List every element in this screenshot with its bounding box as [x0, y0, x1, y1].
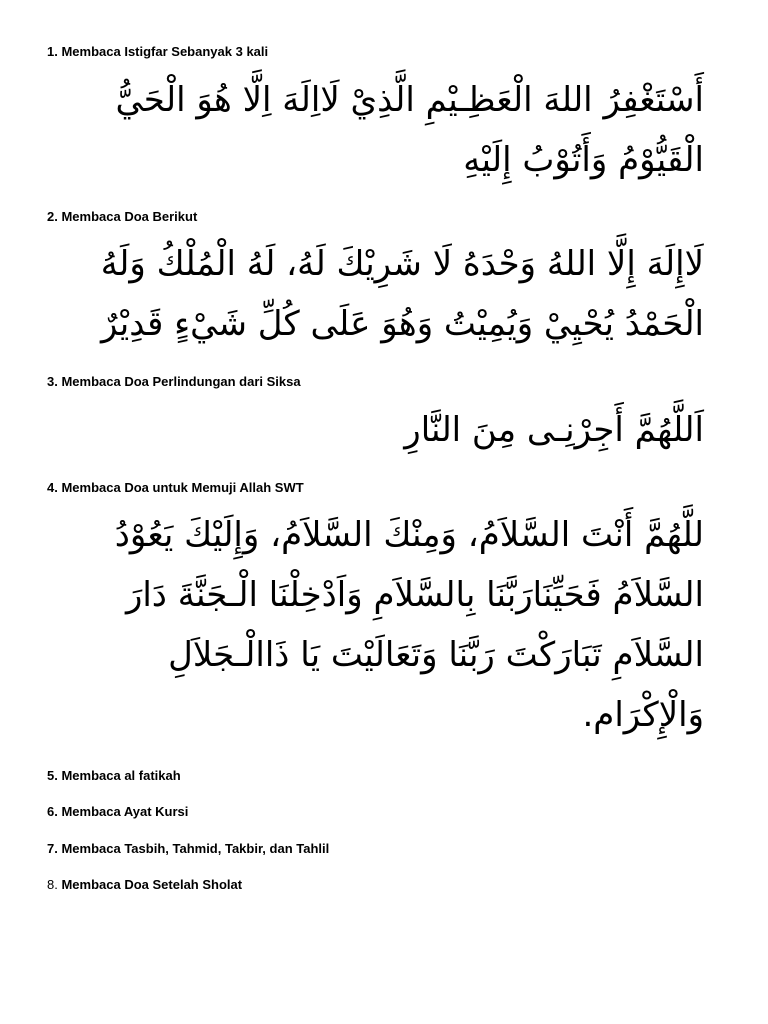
arabic-line: الْقَيُّوْمُ وَأَتُوْبُ إِلَيْهِ — [463, 140, 704, 180]
item-8-number: 8. — [47, 877, 58, 892]
item-1-title: Membaca Istigfar Sebanyak 3 kali — [61, 44, 269, 59]
item-2-number: 2. — [47, 209, 58, 224]
item-2-title: Membaca Doa Berikut — [61, 209, 198, 224]
item-1-heading — [47, 44, 268, 60]
item-2-arabic-text — [44, 234, 704, 354]
item-1-arabic-text — [44, 70, 704, 190]
item-5-title: Membaca al fatikah — [61, 768, 181, 783]
arabic-line: السَّلاَمُ فَحَيِّنَارَبَّنَا بِالسَّلاَمِ وَاَدْخِلْنَا الْـجَنَّةَ دَارَ — [125, 575, 704, 615]
item-4-title: Membaca Doa untuk Memuji Allah SWT — [61, 480, 304, 495]
arabic-line: أَسْتَغْفِرُ اللهَ الْعَظِـيْمِ الَّذِيْ لَااِلَهَ اِلَّا هُوَ الْحَيُّ — [115, 80, 704, 120]
item-5-number: 5. — [47, 768, 58, 783]
arabic-line: لَاإِلَهَ إِلَّا اللهُ وَحْدَهُ لَا شَرِيْكَ لَهُ، لَهُ الْمُلْكُ وَلَهُ — [100, 244, 704, 284]
item-4-heading — [47, 480, 304, 496]
item-7-heading — [47, 841, 329, 857]
arabic-line: للَّهُمَّ أَنْتَ السَّلاَمُ، وَمِنْكَ السَّلاَمُ، وَإِلَيْكَ يَعُوْدُ — [114, 515, 704, 555]
item-1-number: 1. — [47, 44, 58, 59]
item-8-title: Membaca Doa Setelah Sholat — [61, 877, 243, 892]
item-5-heading — [47, 768, 181, 784]
item-3-heading — [47, 374, 301, 390]
item-4-number: 4. — [47, 480, 58, 495]
item-6-heading — [47, 804, 188, 820]
item-6-title: Membaca Ayat Kursi — [61, 804, 189, 819]
item-8-heading — [47, 877, 242, 893]
item-6-number: 6. — [47, 804, 58, 819]
item-3-number: 3. — [47, 374, 58, 389]
item-7-title: Membaca Tasbih, Tahmid, Takbir, dan Tahlil — [61, 841, 330, 856]
item-3-arabic-text — [44, 400, 704, 460]
item-4-arabic-text — [44, 505, 704, 745]
item-2-heading — [47, 209, 197, 225]
item-7-number: 7. — [47, 841, 58, 856]
arabic-line: اَللَّهُمَّ أَجِرْنِـى مِنَ النَّارِ — [404, 410, 704, 450]
arabic-line: وَالْإِكْرَام. — [582, 695, 704, 735]
item-3-title: Membaca Doa Perlindungan dari Siksa — [61, 374, 301, 389]
arabic-line: السَّلاَمِ تَبَارَكْتَ رَبَّنَا وَتَعَالَيْتَ يَا ذَاالْـجَلاَلِ — [168, 635, 704, 675]
arabic-line: الْحَمْدُ يُحْيِيْ وَيُمِيْتُ وَهُوَ عَلَى كُلِّ شَيْءٍ قَدِيْرٌ — [101, 304, 704, 344]
